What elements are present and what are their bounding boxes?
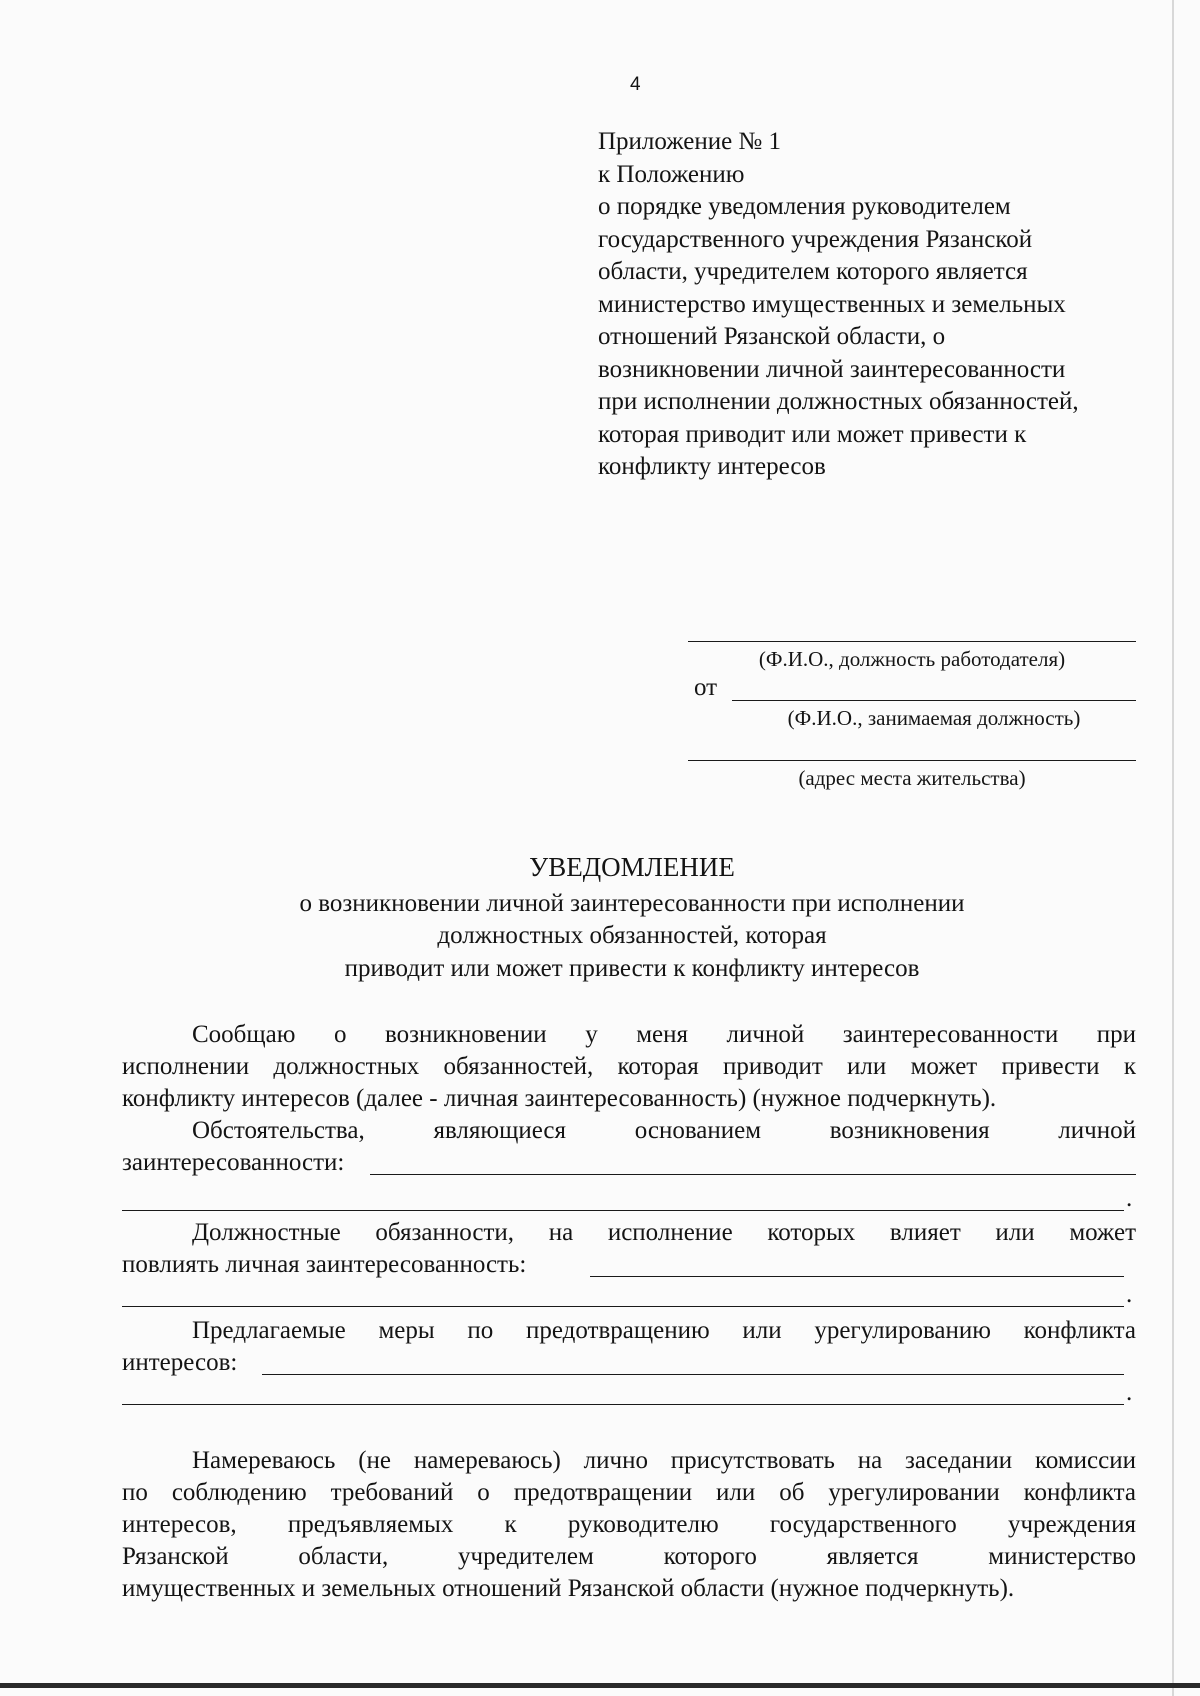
- circumstances-blank-2[interactable]: [122, 1210, 1124, 1211]
- period-mark: .: [1126, 1379, 1133, 1406]
- appendix-line: при исполнении должностных обязанностей,: [598, 388, 1079, 415]
- address-caption: (адрес места жительства): [798, 766, 1026, 790]
- employee-blank-line[interactable]: [732, 700, 1136, 701]
- page-number: 4: [630, 74, 641, 95]
- employer-caption: (Ф.И.О., должность работодателя): [758, 647, 1066, 671]
- appendix-line: министерство имущественных и земельных: [598, 290, 1066, 318]
- position-caption: (Ф.И.О., занимаемая должность): [787, 706, 1081, 730]
- measures-blank-1[interactable]: [262, 1374, 1124, 1375]
- from-label: от: [694, 674, 718, 701]
- paragraph-1-line: Сообщаю о возникновении у меня личной заинтересованности при: [192, 1021, 1136, 1048]
- intention-line: имущественных и земельных отношений Рязанской области (нужное подчеркнуть).: [122, 1575, 1015, 1602]
- scan-bottom-bar: [0, 1683, 1200, 1688]
- paragraph-1-line: исполнении должностных обязанностей, которая приводит или может привести к: [122, 1053, 1136, 1080]
- appendix-line: которая приводит или может привести к: [598, 420, 1027, 448]
- appendix-header: [598, 126, 1158, 484]
- intention-line: интересов, предъявляемых к руководителю государственного учреждения: [122, 1511, 1136, 1538]
- notice-subtitle-line: приводит или может привести к конфликту интересов: [344, 955, 920, 982]
- duties-line: Должностные обязанности, на исполнение которых влияет или может: [192, 1219, 1136, 1246]
- intention-line: Рязанской области, учредителем которого является министерство: [122, 1543, 1136, 1570]
- duties-blank-2[interactable]: [122, 1306, 1124, 1307]
- appendix-line: к Положению: [598, 160, 745, 188]
- appendix-line: о порядке уведомления руководителем: [598, 193, 1011, 220]
- period-mark: .: [1126, 1281, 1133, 1308]
- appendix-line: отношений Рязанской области, о: [598, 323, 946, 350]
- intention-line: по соблюдению требований о предотвращении или об урегулировании конфликта: [122, 1479, 1136, 1506]
- circumstances-line: Обстоятельства, являющиеся основанием возникновения личной: [192, 1117, 1136, 1144]
- paragraph-1-line: конфликту интересов (далее - личная заинтересованность) (нужное подчеркнуть).: [122, 1085, 997, 1112]
- address-blank-line[interactable]: [688, 760, 1136, 761]
- notice-subtitle-line: о возникновении личной заинтересованности при исполнении: [299, 890, 965, 917]
- duties-label: повлиять личная заинтересованность:: [122, 1251, 527, 1278]
- notice-subtitle-line: должностных обязанностей, которая: [437, 922, 827, 949]
- period-mark: .: [1126, 1185, 1133, 1212]
- measures-label: интересов:: [122, 1349, 238, 1376]
- scan-page-edge: [1172, 0, 1174, 1696]
- appendix-line: возникновении личной заинтересованности: [598, 355, 1066, 383]
- notice-title: УВЕДОМЛЕНИЕ: [529, 852, 735, 882]
- circumstances-label: заинтересованности:: [122, 1149, 345, 1176]
- appendix-line: конфликту интересов: [598, 453, 826, 480]
- appendix-line: Приложение № 1: [598, 128, 782, 155]
- measures-line: Предлагаемые меры по предотвращению или урегулированию конфликта: [192, 1317, 1136, 1344]
- measures-blank-2[interactable]: [122, 1404, 1124, 1405]
- duties-blank-1[interactable]: [590, 1276, 1124, 1277]
- appendix-line: государственного учреждения Рязанской: [598, 225, 1033, 253]
- circumstances-blank-1[interactable]: [370, 1174, 1136, 1175]
- appendix-line: области, учредителем которого является: [598, 258, 1028, 285]
- employer-blank-line[interactable]: [688, 641, 1136, 642]
- intention-line: Намереваюсь (не намереваюсь) лично присутствовать на заседании комиссии: [192, 1447, 1136, 1474]
